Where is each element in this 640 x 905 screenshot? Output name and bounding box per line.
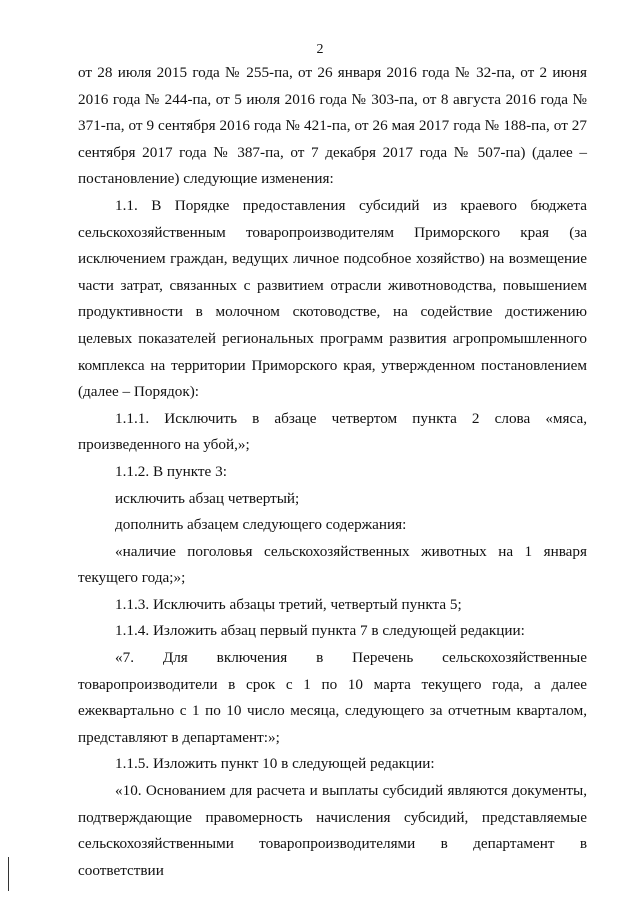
paragraph-intro-continuation: от 28 июля 2015 года № 255-па, от 26 января 2016 года № 32-па, от 2 июня 2016 года № 244-па, от 5 июля 2016 года № 303-па, от 8 августа 2016 года № 371-па, от 9 сентября 2016 года № 421-па, от 26 мая 2017 года № 188-па, от 27 сентября 2017 года № 387-па, от 7 декабря 2017 года № 507-па) (далее – постановление) следующие изменения:: [78, 64, 587, 188]
document-body: [78, 60, 587, 884]
paragraph-exclude-abzac: исключить абзац четвертый;: [115, 489, 300, 507]
paragraph-1-1-2: 1.1.2. В пункте 3:: [115, 462, 227, 480]
paragraph-1-1-5: 1.1.5. Изложить пункт 10 в следующей редакции:: [115, 755, 435, 773]
paragraph-1-1-1: 1.1.1. Исключить в абзаце четвертом пункта 2 слова «мяса, произведенного на убой,»;: [78, 409, 587, 454]
paragraph-quoted-item-7: «7. Для включения в Перечень сельскохозяйственные товаропроизводители в срок с 1 по 10 марта текущего года, а далее ежеквартально с 1 по 10 число месяца, следующего за отчетным кварталом, представляют в департамент:»;: [78, 649, 587, 746]
paragraph-add-abzac: дополнить абзацем следующего содержания:: [115, 516, 407, 534]
paragraph-1-1-3: 1.1.3. Исключить абзацы третий, четвертый пункта 5;: [115, 595, 462, 613]
paragraph-1-1-4: 1.1.4. Изложить абзац первый пункта 7 в следующей редакции:: [115, 622, 525, 640]
paragraph-quoted-item-10: «10. Основанием для расчета и выплаты субсидий являются документы, подтверждающие правомерность начисления субсидий, представляемые сельскохозяйственными товаропроизводителями в департамент в соответствии: [78, 782, 587, 879]
paragraph-quoted-livestock: «наличие поголовья сельскохозяйственных животных на 1 января текущего года;»;: [78, 542, 587, 587]
margin-scan-mark: [8, 857, 9, 891]
page-number: 2: [316, 42, 324, 57]
paragraph-1-1: 1.1. В Порядке предоставления субсидий из краевого бюджета сельскохозяйственным товаропроизводителям Приморского края (за исключением граждан, ведущих личное подсобное хозяйство) на возмещение части затрат, связанных с развитием отрасли животноводства, повышением продуктивности в молочном скотоводстве, на содействие достижению целевых показателей региональных программ развития агропромышленного комплекса на территории Приморского края, утвержденном постановлением (далее – Порядок):: [78, 196, 587, 401]
